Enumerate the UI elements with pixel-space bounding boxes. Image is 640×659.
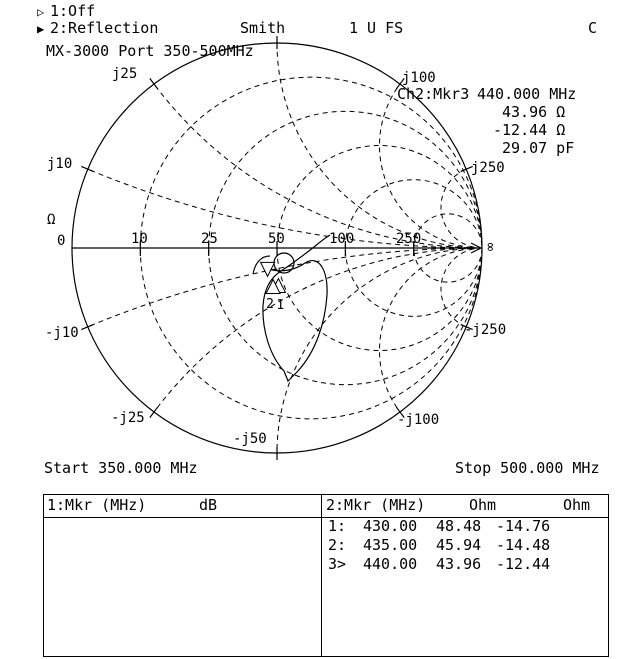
marker-reactance: -12.44 (496, 555, 551, 573)
readout-resistance: 43.96 Ω (502, 103, 566, 121)
axis-label-infinity: ∞ (482, 242, 499, 252)
marker-frequency: 430.00 (363, 517, 418, 535)
marker-id: 3> (328, 555, 347, 573)
trace2-label: 2:Reflection (50, 19, 159, 37)
reactance-label-100: j100 (402, 70, 436, 86)
chart-title: MX-3000 Port 350-500MHz (46, 42, 254, 60)
marker-2-number: 2 (266, 296, 274, 312)
table1-unit: dB (199, 496, 218, 514)
trace1-select-icon: ▷ (37, 5, 45, 19)
axis-label-10: 10 (131, 231, 148, 247)
reactance-label-250: j250 (471, 160, 505, 176)
table1-header: 1:Mkr (MHz) (47, 496, 147, 514)
marker-resistance: 45.94 (436, 536, 482, 554)
reactance-label--50: -j50 (233, 431, 267, 447)
reactance-label--25: -j25 (111, 410, 145, 426)
trace2-format: Smith (240, 19, 286, 37)
axis-unit-ohm: Ω (47, 212, 56, 228)
reactance-label-10: j10 (47, 156, 73, 172)
smith-outline (72, 36, 482, 460)
marker-resistance: 48.48 (436, 517, 482, 535)
axis-label-250: 250 (396, 231, 422, 247)
reactance-label--250: -j250 (464, 322, 507, 338)
table2-header: 2:Mkr (MHz) (326, 496, 426, 514)
table2-unit-imag: Ohm (563, 496, 591, 514)
trace1-label: 1:Off (50, 2, 96, 20)
axis-label-50: 50 (268, 231, 285, 247)
sweep-stop: Stop 500.000 MHz (455, 459, 600, 477)
marker-reactance: -14.76 (496, 517, 551, 535)
sweep-start: Start 350.000 MHz (44, 459, 198, 477)
axis-label-100: 100 (329, 231, 355, 247)
marker-frequency: 435.00 (363, 536, 418, 554)
marker-frequency: 440.00 (363, 555, 418, 573)
marker-table-trace2 (321, 494, 609, 657)
readout-reactance: -12.44 Ω (493, 121, 566, 139)
trace2-scale: 1 U FS (349, 19, 404, 37)
readout-source: Ch2:Mkr3 (397, 85, 470, 103)
readout-frequency: 440.000 MHz (477, 85, 577, 103)
reactance-label--10: -j10 (45, 325, 79, 341)
marker-id: 2: (328, 536, 347, 554)
table2-unit-real: Ohm (469, 496, 497, 514)
axis-label-25: 25 (201, 231, 218, 247)
marker-resistance: 43.96 (436, 555, 482, 573)
marker-1-number: 1 (276, 297, 285, 313)
trace2-select-icon: ▶ (37, 22, 45, 36)
marker-table-trace1 (43, 494, 322, 657)
reactance-label-25: j25 (112, 66, 138, 82)
table1-header-separator (44, 517, 321, 518)
marker-id: 1: (328, 517, 347, 535)
cal-status: C (588, 19, 598, 37)
axis-label-0: 0 (57, 233, 66, 249)
reactance-label--100: -j100 (397, 412, 440, 428)
measurement-trace (253, 235, 330, 381)
marker-reactance: -14.48 (496, 536, 551, 554)
readout-capacitance: 29.07 pF (502, 139, 575, 157)
